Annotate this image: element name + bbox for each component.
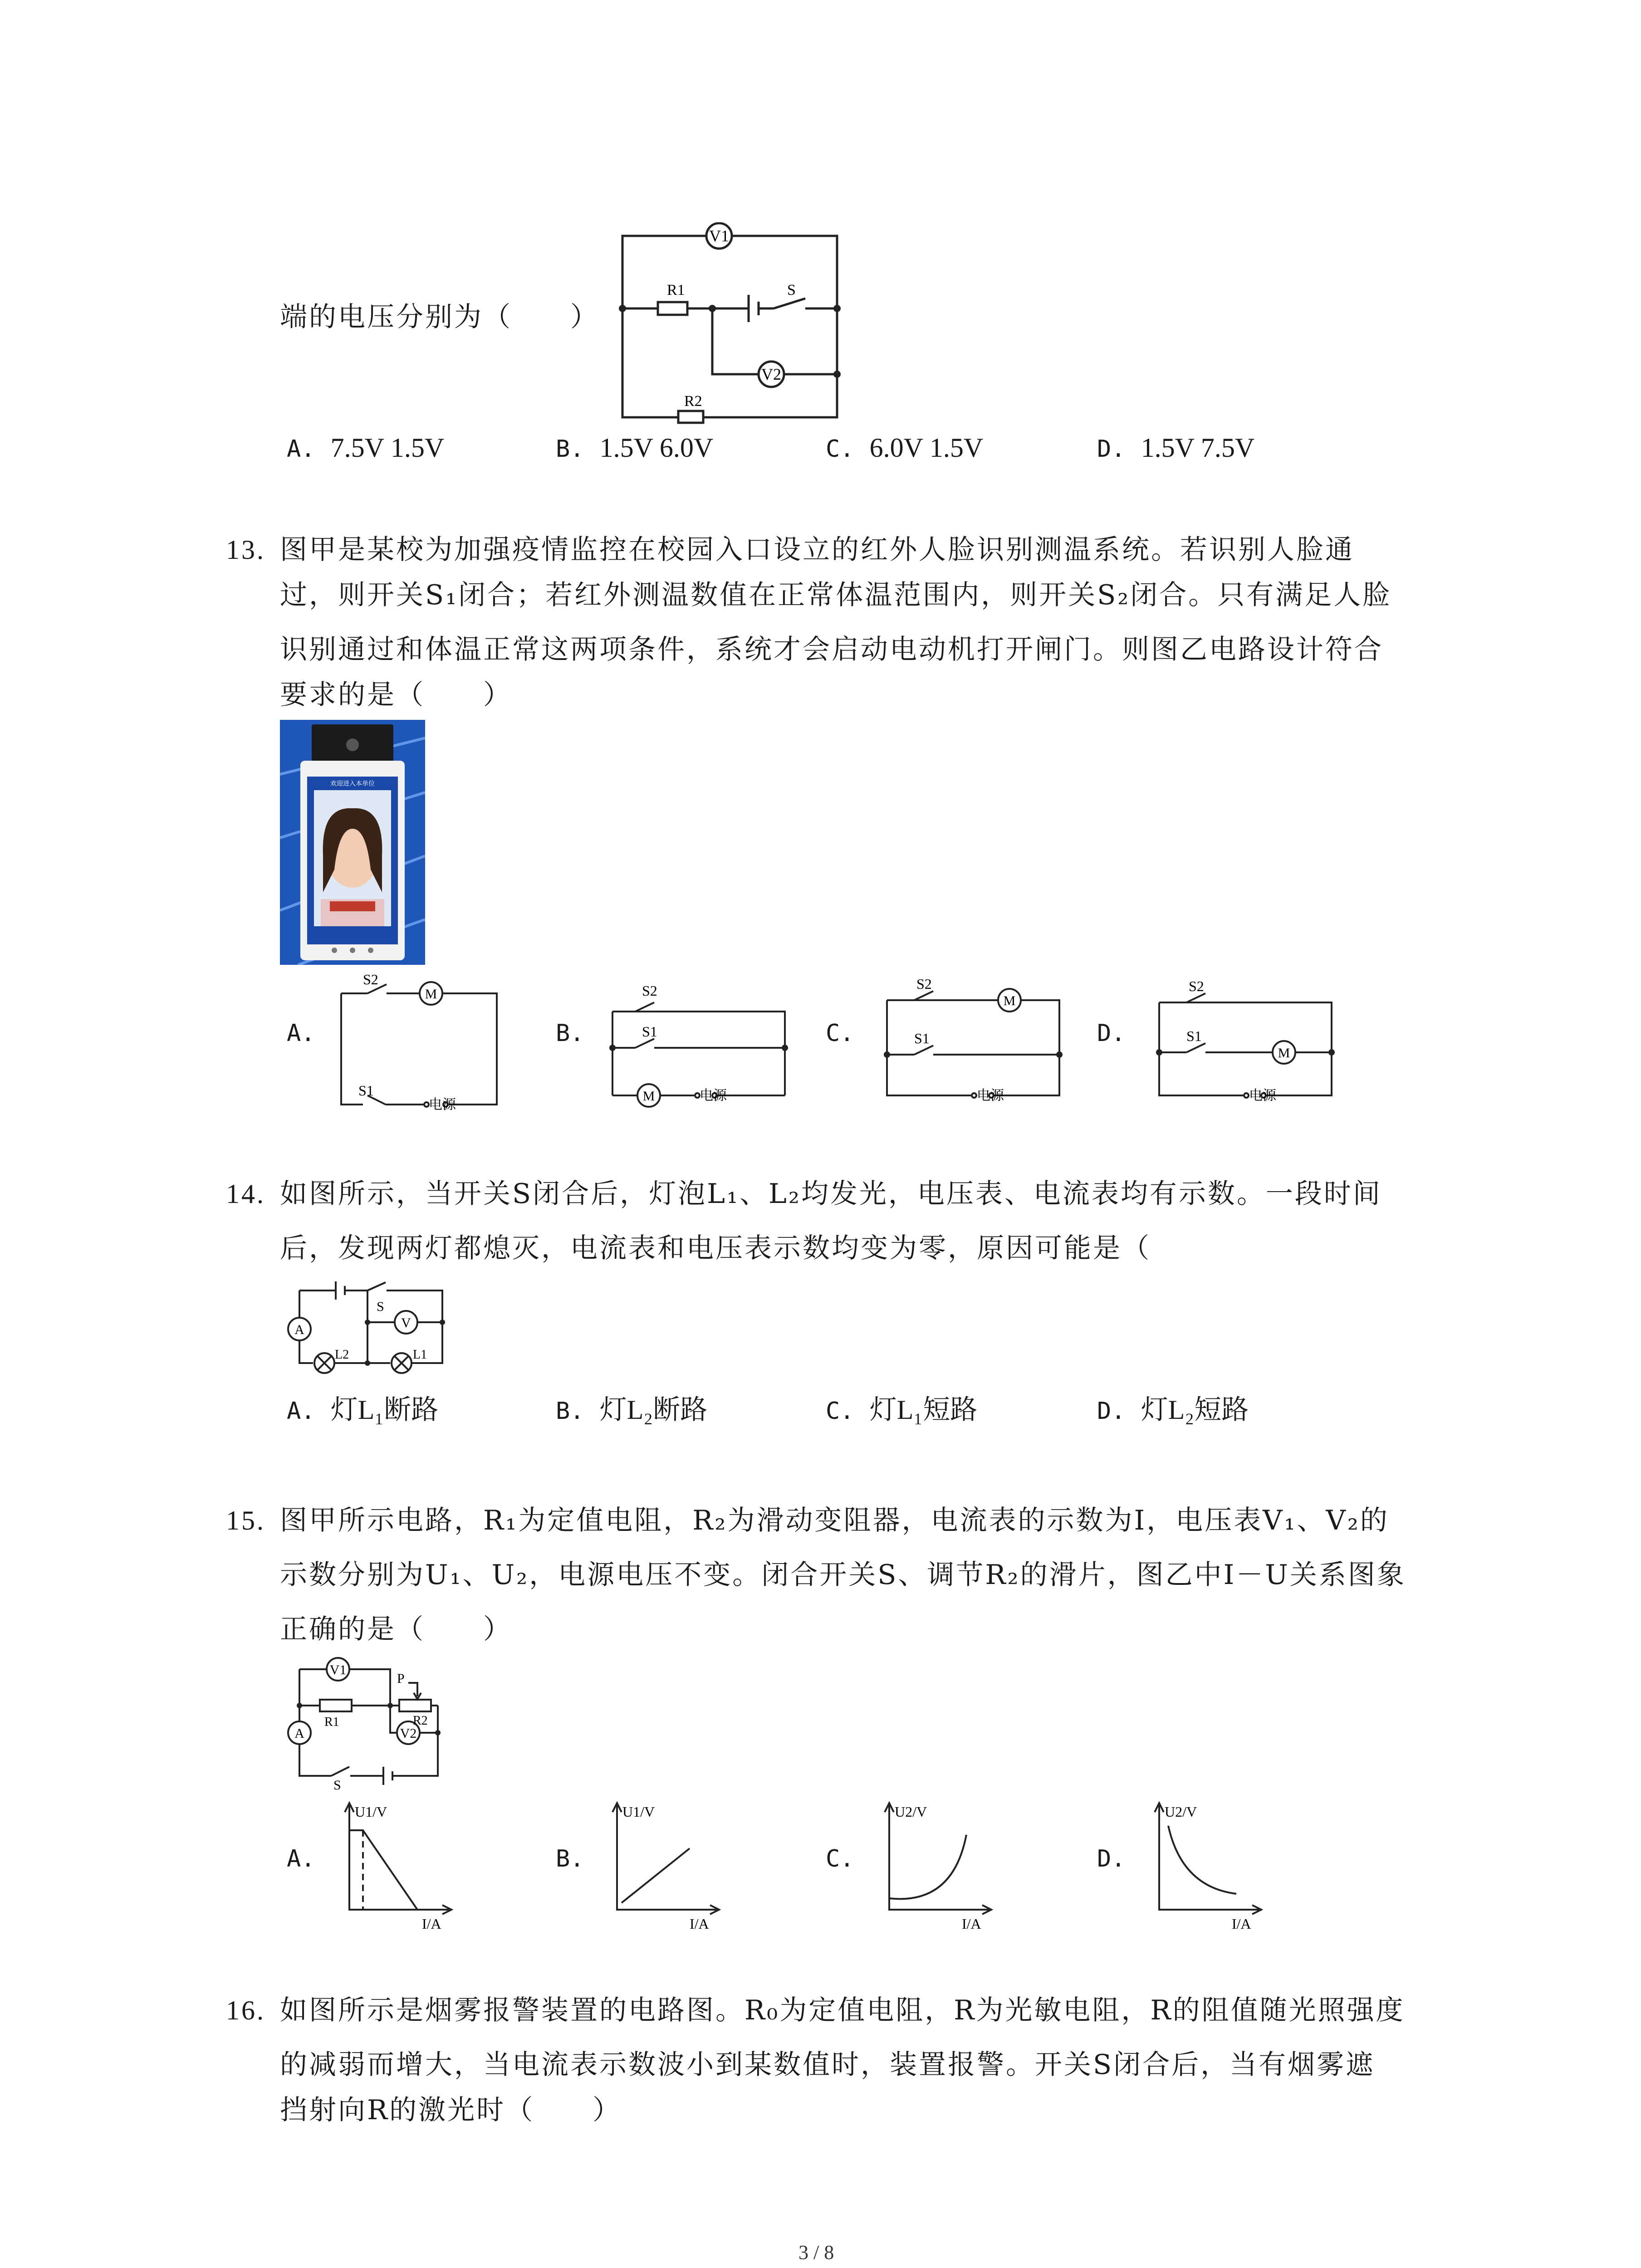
q13-option-a-circuit xyxy=(336,971,504,1116)
switch-label-s1: S1 xyxy=(642,1023,657,1040)
power-label: 电源 xyxy=(977,1088,1004,1103)
q15-option-a-graph xyxy=(336,1796,472,1932)
x-axis-label: I/A xyxy=(422,1916,441,1932)
q12-label-s: S xyxy=(787,282,796,298)
q13-line-2: 过，则开关S₁闭合；若红外测温数值在正常体温范围内，则开关S₂闭合。只有满足人脸 xyxy=(280,579,1392,611)
x-axis-label: I/A xyxy=(690,1916,709,1932)
r1-label: R1 xyxy=(324,1715,339,1729)
q15-option-b-letter xyxy=(556,1842,584,1873)
option-letter: C. xyxy=(826,1845,854,1872)
q13-line-3: 识别通过和体温正常这两项条件，系统才会启动电动机打开闸门。则图乙电路设计符合 xyxy=(280,634,1383,665)
option-letter: D. xyxy=(1097,1020,1126,1047)
q12-stem-tail: 端的电压分别为（ ） xyxy=(280,301,599,333)
page-number: 3 / 8 xyxy=(798,2241,834,2263)
option-letter: B. xyxy=(556,1020,584,1047)
option-value: 6.0V 1.5V xyxy=(869,433,984,463)
motor-label: M xyxy=(1278,1046,1290,1061)
option-value: 1.5V 7.5V xyxy=(1141,433,1255,463)
option-value: 灯L₁断路 xyxy=(330,1395,439,1425)
switch-label-s1: S1 xyxy=(1186,1028,1202,1044)
q16-line-3: 挡射向R的激光时（ ） xyxy=(280,2094,622,2126)
option-value: 灯L₂短路 xyxy=(1141,1395,1249,1425)
q12-label-r1: R1 xyxy=(667,282,685,298)
q14-option-b xyxy=(556,1388,707,1427)
q13-option-b-circuit xyxy=(603,971,794,1116)
motor-label: M xyxy=(642,1089,655,1104)
option-value: 7.5V 1.5V xyxy=(330,433,445,463)
ammeter-label: A xyxy=(294,1726,304,1741)
q13-option-d-letter xyxy=(1097,1016,1126,1048)
option-letter: C. xyxy=(826,1020,854,1047)
option-letter: D. xyxy=(1097,1845,1126,1872)
v1-label: V1 xyxy=(329,1662,347,1677)
q13-option-a-letter xyxy=(287,1016,315,1048)
q15-option-c-graph xyxy=(876,1796,1012,1932)
option-letter: D. xyxy=(1097,1398,1126,1425)
y-axis-label: U2/V xyxy=(895,1804,927,1820)
q13-number: 13. xyxy=(226,535,265,565)
r2-label: R2 xyxy=(413,1714,428,1728)
switch-label-s1: S1 xyxy=(358,1082,374,1099)
option-letter: C. xyxy=(826,1398,854,1425)
voltmeter-label: V xyxy=(401,1315,411,1330)
y-axis-label: U1/V xyxy=(355,1804,387,1820)
q13-line-1: 图甲是某校为加强疫情监控在校园入口设立的红外人脸识别测温系统。若识别人脸通 xyxy=(280,534,1354,566)
option-letter: A. xyxy=(287,1398,315,1425)
v2-label: V2 xyxy=(400,1726,417,1741)
option-value: 灯L₂断路 xyxy=(599,1395,708,1425)
q12-label-v2: V2 xyxy=(761,365,781,383)
q15-circuit-figure xyxy=(281,1651,472,1792)
q13-option-c-circuit xyxy=(878,971,1068,1116)
q13-option-c-letter xyxy=(826,1016,854,1048)
y-axis-label: U2/V xyxy=(1165,1804,1197,1820)
q16-line-1: 如图所示是烟雾报警装置的电路图。R₀为定值电阻，R为光敏电阻，R的阻值随光照强度 xyxy=(280,1994,1405,2026)
q13-face-recognition-photo xyxy=(280,720,425,965)
q15-option-a-letter xyxy=(287,1842,315,1873)
q14-number: 14. xyxy=(226,1179,265,1209)
q15-line-1: 图甲所示电路，R₁为定值电阻，R₂为滑动变阻器，电流表的示数为I，电压表V₁、V₂的 xyxy=(280,1505,1389,1536)
q15-option-d-graph xyxy=(1146,1796,1282,1932)
q15-number: 15. xyxy=(226,1505,265,1535)
switch-label-s2: S2 xyxy=(363,971,378,987)
slider-label: P xyxy=(397,1671,405,1686)
q13-photo-caption: 欢迎进入本单位 xyxy=(330,781,375,787)
q12-label-v1: V1 xyxy=(709,227,729,245)
q12-option-b xyxy=(556,432,713,464)
option-letter: B. xyxy=(556,435,584,463)
q15-option-d-letter xyxy=(1097,1842,1126,1873)
q12-option-c xyxy=(826,432,983,464)
q14-option-d xyxy=(1097,1388,1249,1427)
switch-label-s2: S2 xyxy=(642,982,657,999)
switch-label: S xyxy=(377,1299,384,1314)
q14-circuit-figure xyxy=(281,1277,454,1390)
motor-label: M xyxy=(1003,993,1016,1008)
q13-line-4: 要求的是（ ） xyxy=(280,679,512,711)
q15-resistor-r2 xyxy=(399,1700,431,1711)
option-letter: D. xyxy=(1097,435,1126,463)
x-axis-label: I/A xyxy=(1232,1916,1251,1932)
option-letter: A. xyxy=(287,1020,315,1047)
switch-label-s2: S2 xyxy=(916,976,932,992)
q12-resistor-r2 xyxy=(678,411,703,423)
q12-resistor-r1 xyxy=(658,302,687,315)
q15-line-3: 正确的是（ ） xyxy=(280,1613,512,1645)
switch-label-s1: S1 xyxy=(914,1030,930,1046)
q15-resistor-r1 xyxy=(320,1700,352,1711)
q13-option-d-circuit xyxy=(1150,971,1341,1116)
lamp-l1-label: L1 xyxy=(413,1348,427,1362)
option-letter: B. xyxy=(556,1398,584,1425)
option-letter: A. xyxy=(287,1845,315,1872)
option-value: 灯L₁短路 xyxy=(869,1395,978,1425)
q13-option-b-letter xyxy=(556,1016,584,1048)
option-letter: B. xyxy=(556,1845,584,1872)
q16-line-2: 的减弱而增大，当电流表示数波小到某数值时，装置报警。开关S闭合后，当有烟雾遮 xyxy=(280,2049,1375,2081)
power-label: 电源 xyxy=(1249,1088,1276,1103)
q12-option-d xyxy=(1097,432,1254,464)
y-axis-label: U1/V xyxy=(622,1804,655,1820)
q16-number: 16. xyxy=(226,1995,265,2025)
q12-option-a xyxy=(287,432,444,464)
q14-line-2: 后，发现两灯都熄灭，电流表和电压表示数均变为零，原因可能是（ xyxy=(280,1232,1151,1264)
q15-option-b-graph xyxy=(603,1796,740,1932)
power-label: 电源 xyxy=(429,1097,456,1112)
x-axis-label: I/A xyxy=(962,1916,981,1932)
lamp-l2-label: L2 xyxy=(335,1348,349,1362)
q12-label-r2: R2 xyxy=(684,393,702,410)
q15-option-c-letter xyxy=(826,1842,854,1873)
switch-label: S xyxy=(333,1778,341,1792)
q12-circuit-figure xyxy=(617,222,853,426)
option-letter: A. xyxy=(287,435,315,463)
q14-option-a xyxy=(287,1388,438,1427)
option-letter: C. xyxy=(826,435,854,463)
q14-option-c xyxy=(826,1388,977,1427)
switch-label-s2: S2 xyxy=(1189,978,1204,994)
q14-line-1: 如图所示，当开关S闭合后，灯泡L₁、L₂均发光，电压表、电流表均有示数。一段时间 xyxy=(280,1178,1382,1210)
power-label: 电源 xyxy=(700,1088,727,1103)
motor-label: M xyxy=(425,987,437,1002)
option-value: 1.5V 6.0V xyxy=(599,433,714,463)
q15-line-2: 示数分别为U₁、U₂，电源电压不变。闭合开关S、调节R₂的滑片，图乙中I－U关系图象 xyxy=(280,1559,1406,1591)
ammeter-label: A xyxy=(294,1322,304,1337)
